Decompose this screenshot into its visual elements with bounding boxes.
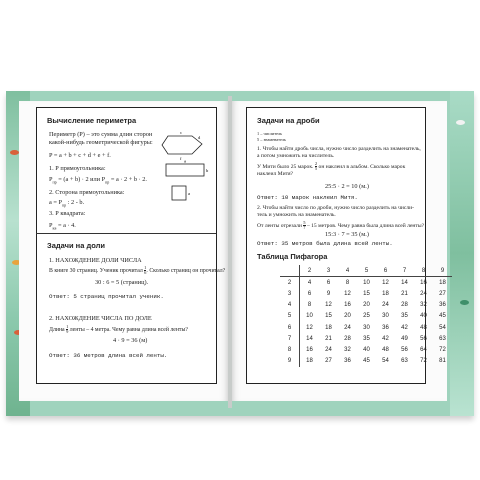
number-by-part-answer: Ответ: 36 метров длина всей ленты. (49, 352, 168, 359)
leaf-decoration (456, 120, 465, 125)
square-perimeter-heading: 3. Р квадрата: (49, 210, 86, 217)
number-by-part-heading: 2. НАХОЖДЕНИЕ ЧИСЛА ПО ДОЛЕ (49, 315, 152, 322)
table-cell: 14 (306, 335, 313, 342)
table-header-row (280, 265, 452, 277)
table-cell: 10 (363, 279, 370, 286)
table-cell: 27 (439, 290, 446, 297)
fraction-problem-1-answer: Ответ: 10 марок наклеил Митя. (257, 194, 358, 201)
table-cell: 40 (420, 313, 427, 320)
table-cell: 24 (325, 346, 332, 353)
rectangle-side-heading: 2. Сторона прямоугольника: (49, 189, 125, 196)
rectangle-side-formula: $a = P_{пр}$ : 2 - b. (49, 199, 85, 208)
table-row (280, 344, 452, 355)
table-cell: 28 (344, 335, 351, 342)
table-cell: 7 (395, 265, 414, 277)
table-cell: 48 (420, 324, 427, 331)
fraction-problem-2-calc: 15:3 · 7 = 35 (м.) (325, 231, 369, 238)
pythagoras-table (280, 265, 452, 367)
table-cell: 14 (401, 279, 408, 286)
table-cell: 2 (280, 277, 300, 289)
table-cell: 72 (439, 346, 446, 353)
table-cell: 20 (344, 313, 351, 320)
hex-label-c: c (180, 130, 182, 135)
table-cell: 8 (307, 302, 312, 309)
leaf-decoration (10, 150, 19, 155)
rect-label-b: b (206, 168, 209, 173)
table-cell: 35 (363, 335, 370, 342)
table-row (280, 322, 452, 333)
table-cell: 32 (344, 346, 351, 353)
table-cell: 21 (325, 335, 332, 342)
table-cell: 63 (401, 358, 408, 365)
table-cell: 49 (401, 335, 408, 342)
table-cell: 42 (382, 335, 389, 342)
perimeter-figures (160, 128, 215, 208)
table-cell: 5 (280, 311, 300, 322)
fraction-problem-2-answer: Ответ: 35 метров была длина всей ленты. (257, 240, 393, 247)
table-cell: 27 (325, 358, 332, 365)
table-cell: 15 (325, 313, 332, 320)
rect-label-a: a (184, 158, 186, 164)
fraction-rule-1-line1: 1. Чтобы найти дробь числа, нужно число разделить на знаменатель, (257, 146, 421, 152)
table-cell: 54 (439, 324, 446, 331)
table-cell: 6 (280, 322, 300, 333)
table-cell: 81 (439, 358, 446, 365)
fraction-one-sixth: $\frac{1}{6}$ (144, 265, 147, 275)
table-cell: 16 (420, 279, 427, 286)
rectangle-figure (166, 164, 204, 176)
table-cell: 12 (382, 279, 389, 286)
table-cell: 3 (319, 265, 338, 277)
fraction-legend-numerator: 1 – числитель (257, 131, 283, 136)
table-cell: 9 (280, 356, 300, 367)
table-cell: 36 (344, 358, 351, 365)
table-cell: 16 (344, 302, 351, 309)
table-cell: 42 (401, 324, 408, 331)
table-cell: 64 (420, 346, 427, 353)
table-cell: 6 (307, 290, 312, 297)
fraction-rule-2-line1: 2. Чтобы найти число по дроби, нужно число разделить на числи- (257, 205, 415, 211)
table-row (280, 288, 452, 299)
table-cell: 48 (382, 346, 389, 353)
table-cell: 24 (382, 302, 389, 309)
table-cell: 24 (344, 324, 351, 331)
fraction-problem-2: От ленты отрезали $\frac{5}{7}$ – 15 метров. Чему равна была длина всей ленты? (257, 220, 425, 230)
table-cell: 18 (306, 358, 313, 365)
table-row (280, 311, 452, 322)
part-of-number-heading: 1. НАХОЖДЕНИЕ ДОЛИ ЧИСЛА (49, 257, 142, 264)
fraction-two-fifths: $\frac{2}{5}$ (314, 161, 318, 171)
table-cell: 25 (363, 313, 370, 320)
table-cell: 2 (300, 265, 320, 277)
table-cell: 72 (420, 358, 427, 365)
table-cell: 28 (401, 302, 408, 309)
table-cell: 21 (401, 290, 408, 297)
table-cell: 16 (306, 346, 313, 353)
cover-leaf-pattern-right (450, 91, 474, 416)
table-cell: 5 (357, 265, 376, 277)
square-perimeter-formula: $P_{кв} = a \cdot 4$. (49, 222, 76, 231)
parts-title: Задачи на доли (47, 241, 105, 250)
table-cell: 63 (439, 335, 446, 342)
fraction-legend-denominator: 5 – знаменатель (257, 137, 286, 142)
perimeter-title: Вычисление периметра (47, 116, 137, 125)
book-spine (228, 96, 232, 408)
table-cell: 12 (344, 290, 351, 297)
part-of-number-calc: 30 : 6 = 5 (страниц). (95, 279, 149, 286)
table-cell: 12 (306, 324, 313, 331)
number-by-part-problem: Длина $\frac{1}{9}$ ленты – 4 метра. Чему равна длина всей ленты? (49, 324, 188, 334)
table-cell: 8 (280, 344, 300, 355)
table-cell: 20 (363, 302, 370, 309)
table-cell: 18 (439, 279, 446, 286)
table-cell: 45 (439, 313, 446, 320)
table-cell: 12 (325, 302, 332, 309)
hex-label-d: d (198, 135, 201, 140)
perimeter-formula: P = a + b + c + d + e + f. (49, 152, 111, 159)
table-cell: 6 (376, 265, 395, 277)
fraction-problem-1-calc: 25:5 · 2 = 10 (м.) (325, 183, 369, 190)
table-cell: 36 (439, 302, 446, 309)
table-cell: 7 (280, 333, 300, 344)
table-cell: 35 (401, 313, 408, 320)
table-cell: 45 (363, 358, 370, 365)
fraction-problem-1-line2: наклеил Митя? (257, 171, 294, 177)
table-cell: 3 (280, 288, 300, 299)
table-cell: 30 (363, 324, 370, 331)
table-cell: 10 (306, 313, 313, 320)
square-label-a: a (188, 191, 190, 196)
fraction-rule-1-line2: а потом умножить на числитель. (257, 153, 335, 159)
table-cell: 18 (325, 324, 332, 331)
table-cell: 4 (307, 279, 312, 286)
hex-label-f: f (180, 156, 182, 161)
table-cell: 4 (280, 300, 300, 311)
table-row (280, 300, 452, 311)
table-cell: 30 (382, 313, 389, 320)
table-cell: 9 (326, 290, 331, 297)
table-cell: 56 (401, 346, 408, 353)
table-cell: 24 (420, 290, 427, 297)
fraction-problem-1: У Мити было 25 марок. $\frac{2}{5}$ он наклеил в альбом. Сколько марок (257, 161, 406, 171)
table-cell: 4 (338, 265, 357, 277)
table-row (280, 333, 452, 344)
table-cell: 18 (382, 290, 389, 297)
table-cell: 54 (382, 358, 389, 365)
table-row (280, 277, 452, 289)
table-cell: 6 (326, 279, 331, 286)
table-cell: 8 (414, 265, 433, 277)
section-divider (36, 233, 216, 234)
part-of-number-problem: В книге 30 страниц. Ученик прочитал $\frac{1}{6}$ . Сколько страниц он прочитал? (49, 265, 226, 275)
part-of-number-answer: Ответ: 5 страниц прочитал ученик. (49, 293, 164, 300)
table-cell: 15 (363, 290, 370, 297)
table-cell: 56 (420, 335, 427, 342)
table-cell: 36 (382, 324, 389, 331)
table-row (280, 356, 452, 367)
fraction-five-sevenths: $\frac{5}{7}$ (303, 220, 306, 230)
table-cell: 9 (433, 265, 452, 277)
rectangle-perimeter-formula: $P_{пр} = (a + b) \cdot 2$ или $P_{пр} = a \cdot 2 + b \cdot 2$. (49, 176, 147, 185)
leaf-decoration (460, 300, 469, 305)
pythagoras-title: Таблица Пифагора (257, 252, 328, 261)
perimeter-definition-line1: Периметр (Р) – это сумма длин сторон (49, 131, 153, 138)
number-by-part-calc: 4 · 9 = 36 (м) (113, 337, 148, 344)
table-cell: 32 (420, 302, 427, 309)
table-cell (280, 265, 300, 277)
perimeter-definition-line2: какой-нибудь геометрической фигуры: (49, 139, 153, 146)
fractions-title: Задачи на дроби (257, 116, 320, 125)
fraction-rule-2-line2: тель и умножить на знаменатель. (257, 212, 336, 218)
hexagon-figure (162, 136, 202, 154)
fraction-one-ninth: $\frac{1}{9}$ (66, 324, 69, 334)
table-cell: 8 (345, 279, 350, 286)
square-figure (172, 186, 186, 200)
table-cell: 40 (363, 346, 370, 353)
rectangle-perimeter-heading: 1. Р прямоугольника: (49, 165, 106, 172)
